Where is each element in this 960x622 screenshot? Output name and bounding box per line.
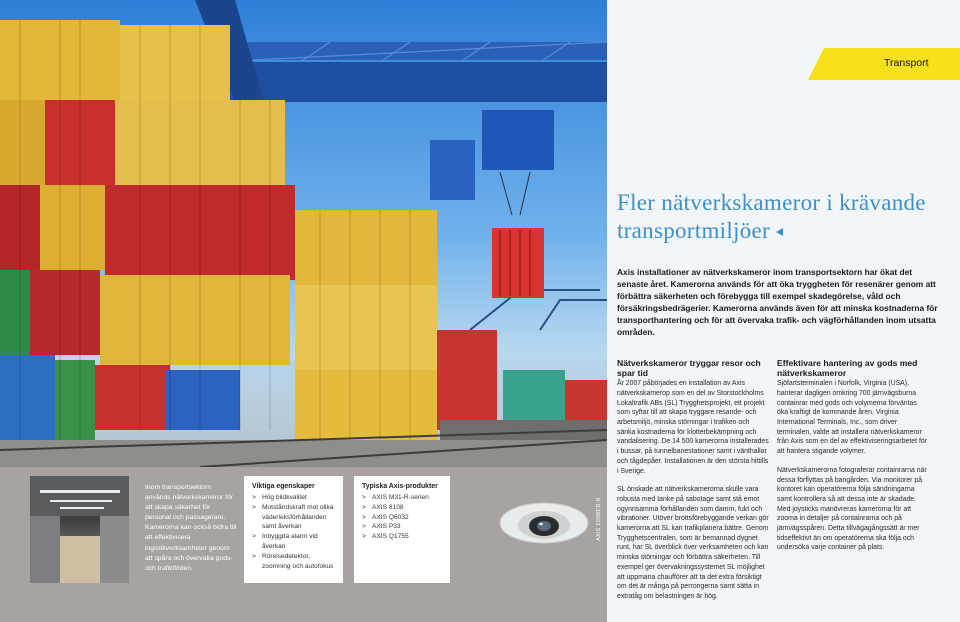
products-title: Typiska Axis-produkter xyxy=(362,483,438,490)
feature-item: > Motståndskraft mot olika väderleksförhållanden samt åverkan xyxy=(252,503,335,532)
features-card xyxy=(244,476,343,583)
features-list xyxy=(252,493,335,571)
headline-text: Fler nätverkskameror i krävande transportmiljöer xyxy=(617,190,926,243)
products-list xyxy=(362,493,442,542)
headline-arrow-icon xyxy=(776,228,783,236)
product-item: > AXIS 8108 xyxy=(362,503,442,513)
band-blurb: Inom transportsektorn används nätverkskameror för att skapa säkerhet för personal och passagerare. Kamerorna kan också bidra till att effektivisera logistikverksamheter genom att spåra och övervaka gods- och trafikflöden. xyxy=(145,484,237,572)
feature-item: > Hög bildkvalitet xyxy=(252,493,335,503)
metro-station-photo xyxy=(30,476,129,583)
column-a-paragraph: SL önskade att nätverkskamerorna skulle vara robusta med tanke på sabotage samt stå emot ogynnsamma förhållanden som damm, fukt och vibrationer. Utöver brottsförebyggande verkan gör kamerorna att SL kan trafikplanera bättre. Genom Trygghetscentralen, som är bemannad dygnet runt, har SL överblick över verksamheten och kan minska störningar och förbättra säkerheten. Till exempel ger övervakningssystemet SL möjlighet att uppmana chaufförer att ta det extra försiktigt om det är många på perrongerna samt sätta in extratåg om belastningen är hög. xyxy=(617,486,769,600)
product-item: > AXIS Q6032 xyxy=(362,513,442,523)
feature-item: > Rörelsedetektor, zoomning och autofokus xyxy=(252,552,335,572)
section-tab-label: Transport xyxy=(884,57,929,69)
product-item: > AXIS M31-R-serien xyxy=(362,493,442,503)
dome-camera-icon xyxy=(495,495,593,551)
container-port-illustration xyxy=(0,0,607,467)
column-a-heading: Nätverkskameror tryggar resor och spar tid xyxy=(617,358,761,378)
article-column-sl xyxy=(617,359,769,611)
info-band xyxy=(0,467,607,622)
column-b-heading: Effektivare hantering av gods med nätverkskameror xyxy=(777,358,918,378)
article-column-norfolk xyxy=(777,359,929,562)
page-headline xyxy=(617,189,947,244)
feature-item: > Inbyggda alarm vid åverkan xyxy=(252,532,335,552)
intro-paragraph: Axis installationer av nätverkskameror inom transportsektorn har ökat det senaste året. Kamerorna används för att öka tryggheten för resenärer genom att förbättra säkerheten och förebygga till exempel skadegörelse, våld och försäkringsbedrägerier. Kamerorna används även för att minska kostnaderna för transporthantering och för att övervaka trafik- och vägförhållanden inom utsatta områden. xyxy=(617,267,938,338)
column-b-paragraph: Nätverkskamerorna fotograferar containrarna när dessa förflyttas på bangården. Via monitorer på kontoret kan operatörerna följa sändningarna samt kontrollera så att dessa inte är skadade. Med joysticks manövreras kamerorna för att zooma in detaljer på containrarna och på järnvägsspåren. Detta tillvägagångssätt är mer tidseffektivt än om operatörerna ska följa och undersöka varje container på plats. xyxy=(777,466,927,552)
product-item: > AXIS Q1755 xyxy=(362,532,442,542)
camera-caption: AXIS 209MFD-R xyxy=(596,497,602,541)
product-item: > AXIS P33 xyxy=(362,522,442,532)
column-b-paragraph: Sjöfartsterminalen i Norfolk, Virginia (USA), hanterar dagligen omkring 700 järnvägsburna containrar med gods och volymerna förväntas öka kraftigt de kommande åren. Virginia International Terminals, Inc., som driver terminalen, valde att installera nätverkskameror från Axis som en del av effektiviseringsarbetet för att hantera stigande volymer. xyxy=(777,380,928,456)
hero-photo-container-port xyxy=(0,0,607,467)
column-a-paragraph: År 2007 påbörjades en installation av Axis nätverkskamerор som en del av Storstockholms Lokaltrafik ABs (SL) Trygghetsprojekt, ett projekt som syftar till att skapa tryggare resande- och arbetsmiljö, minska störningar i trafiken och sänka kostnaderna för klotterbekämpning och vandalisering. De 14 500 kamerorna installerades i bussar, på tunnelbanestationer samt i vänthallar och tågdepåer. Installationen är den största hittills i Sverige. xyxy=(617,380,769,475)
products-card xyxy=(354,476,450,583)
features-title: Viktiga egenskaper xyxy=(252,483,315,490)
